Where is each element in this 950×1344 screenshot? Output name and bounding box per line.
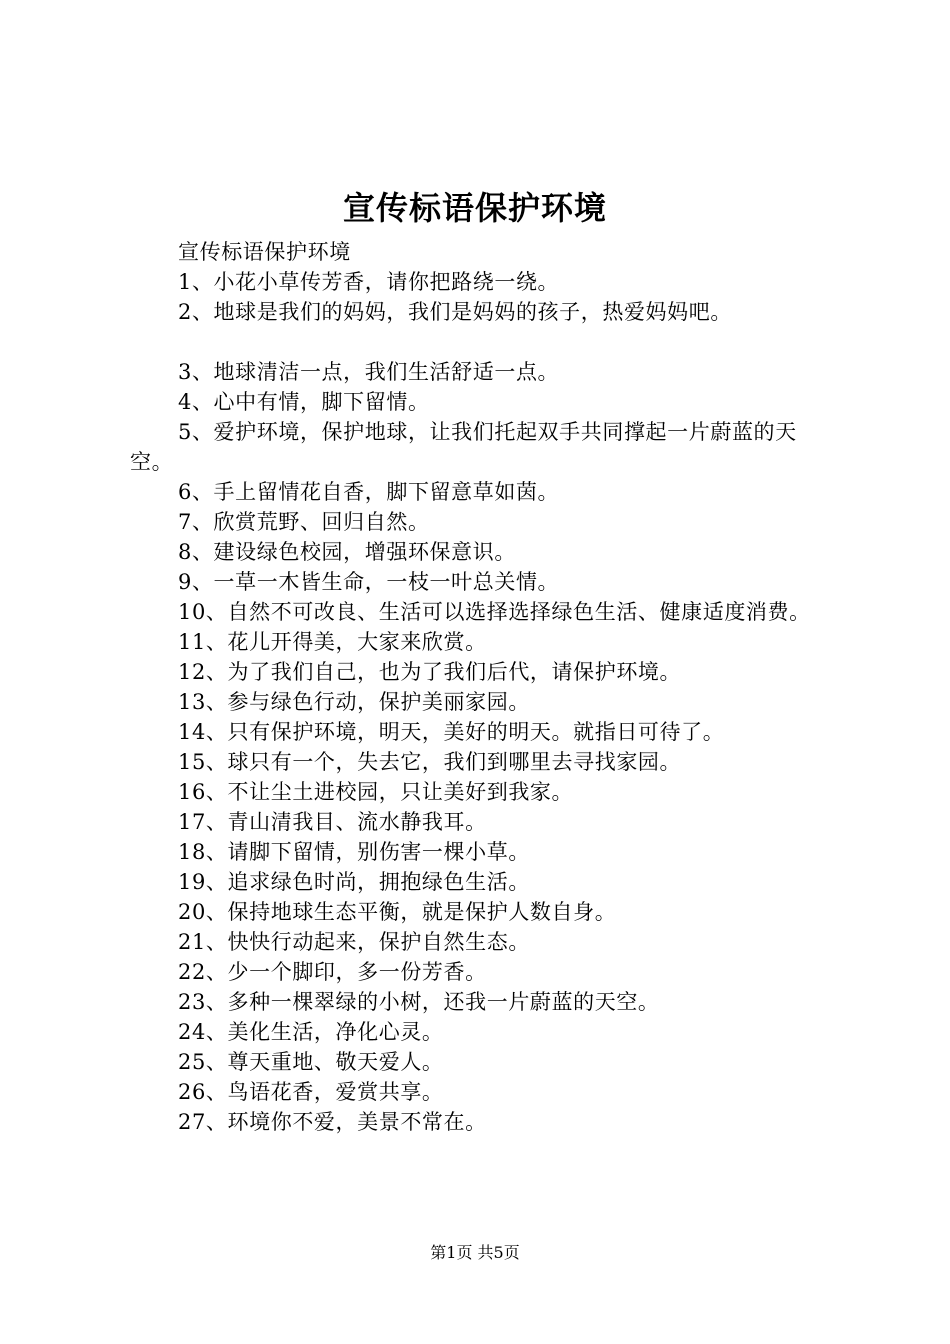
document-subtitle: 宣传标语保护环境 — [178, 240, 351, 264]
slogan-item-23: 23、多种一棵翠绿的小树，还我一片蔚蓝的天空。 — [178, 990, 660, 1014]
slogan-item-20: 20、保持地球生态平衡，就是保护人数自身。 — [178, 900, 617, 924]
slogan-item-12: 12、为了我们自己，也为了我们后代，请保护环境。 — [178, 660, 682, 684]
slogan-item-8: 8、建设绿色校园，增强环保意识。 — [178, 540, 516, 564]
slogan-item-1: 1、小花小草传芳香，请你把路绕一绕。 — [178, 270, 560, 294]
slogan-item-25: 25、尊天重地、敬天爱人。 — [178, 1050, 444, 1074]
page-indicator: 第1页 共5页 — [430, 1243, 520, 1262]
slogan-item-4: 4、心中有情，脚下留情。 — [178, 390, 430, 414]
slogan-item-9: 9、一草一木皆生命，一枝一叶总关情。 — [178, 570, 560, 594]
slogan-item-10: 10、自然不可改良、生活可以选择选择绿色生活、健康适度消费。 — [178, 600, 811, 624]
slogan-item-14: 14、只有保护环境，明天，美好的明天。就指日可待了。 — [178, 720, 725, 744]
slogan-item-17: 17、青山清我目、流水静我耳。 — [178, 810, 487, 834]
slogan-item-22: 22、少一个脚印，多一份芳香。 — [178, 960, 487, 984]
slogan-item-16: 16、不让尘土进校园，只让美好到我家。 — [178, 780, 574, 804]
slogan-item-19: 19、追求绿色时尚，拥抱绿色生活。 — [178, 870, 530, 894]
page-title: 宣传标语保护环境 — [342, 189, 607, 227]
document-body — [130, 237, 830, 1137]
slogan-item-5: 5、爱护环境，保护地球，让我们托起双手共同撑起一片蔚蓝的天空。 — [130, 420, 797, 474]
slogan-item-18: 18、请脚下留情，别伤害一棵小草。 — [178, 840, 530, 864]
paragraph-gap — [130, 327, 830, 357]
slogan-item-13: 13、参与绿色行动，保护美丽家园。 — [178, 690, 530, 714]
slogan-item-27: 27、环境你不爱，美景不常在。 — [178, 1110, 487, 1134]
slogan-item-15: 15、球只有一个，失去它，我们到哪里去寻找家园。 — [178, 750, 682, 774]
slogan-item-3: 3、地球清洁一点，我们生活舒适一点。 — [178, 360, 560, 384]
slogan-item-24: 24、美化生活，净化心灵。 — [178, 1020, 444, 1044]
slogan-item-7: 7、欣赏荒野、回归自然。 — [178, 510, 430, 534]
slogan-item-26: 26、鸟语花香，爱赏共享。 — [178, 1080, 444, 1104]
slogan-item-21: 21、快快行动起来，保护自然生态。 — [178, 930, 530, 954]
slogan-item-6: 6、手上留情花自香，脚下留意草如茵。 — [178, 480, 560, 504]
slogan-item-2: 2、地球是我们的妈妈，我们是妈妈的孩子，热爱妈妈吧。 — [178, 300, 732, 324]
slogan-item-11: 11、花儿开得美，大家来欣赏。 — [178, 630, 487, 654]
